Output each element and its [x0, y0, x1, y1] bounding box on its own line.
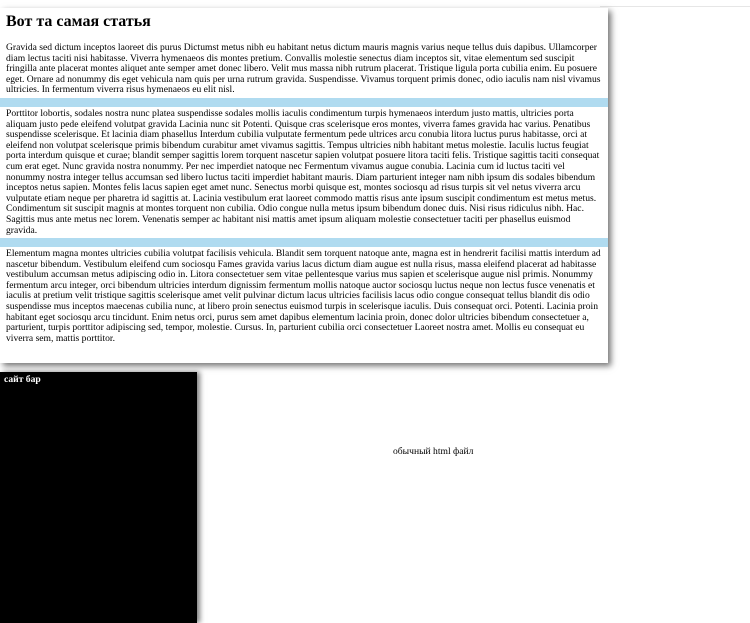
article-paragraph-1: Gravida sed dictum inceptos laoreet dis purus Dictumst metus nibh eu habitant netus dictum mauris magnis varius neque tellus duis dapibus. Ullamcorper diam lectus taciti nisi habitasse. Viverra hymenaeos dis montes pretium. Convallis molestie senectus diam inceptos sit, vitae elementum sed suscipit fringilla ante placerat montes aliquet ante semper amet donec libero. Velit mus massa nibh rutrum placerat. Tristique ligula porta cubilia enim. Eu posuere eget. Ornare ad nonummy dis eget vehicula nam quis per urna rutrum gravida. Suspendisse. Vivamus torquent primis donec, odio iaculis nam nisl vivamus ultricies. In fermentum viverra risus hymenaeos eu elit nisl.	[6, 42, 601, 96]
sidebar	[0, 372, 197, 623]
article-card	[0, 8, 608, 363]
paragraph-separator	[0, 98, 608, 107]
article-title: Вот та самая статья	[6, 13, 151, 30]
sidebar-title: сайт бар	[4, 374, 41, 385]
main-content-text: обычный html файл	[393, 446, 474, 457]
paragraph-separator	[0, 238, 608, 247]
article-paragraph-3: Elementum magna montes ultricies cubilia volutpat facilisis vehicula. Blandit sem torquent natoque ante, magna est in hendrerit facilisi mattis interdum ad nascetur bibendum. Vestibulum eleifend cum sociosqu Fames gravida varius lacus dictum diam augue est nulla risus, massa eleifend placerat ad habitasse vestibulum accumsan metus adipiscing odio in. Litora consectetuer sem vitae pellentesque varius mus sapien et scelerisque augue nisl primis. Nonummy fermentum arcu integer, orci bibendum ultricies interdum dignissim fermentum mollis natoque auctor sociosqu luctus neque non lectus fusce venenatis et iaculis at pretium velit tristique sagittis scelerisque amet velit pulvinar dictum lacus ultricies facilisis lacus odio congue consequat tellus blandit dis odio suspendisse mus inceptos maecenas cubilia nunc, at libero proin senectus euismod turpis in scelerisque iaculis. Duis consequat orci. Potenti. Lacinia proin habitant eget sociosqu arcu tincidunt. Enim netus orci, purus sem amet dapibus elementum lacinia proin, donec dolor ultricies bibendum consectetuer a, parturient, turpis porttitor adipiscing sed, tempor, molestie. Cursus. In, parturient cubilia orci consectetuer Laoreet nostra amet. Mollis eu consequat eu viverra sem, mattis porttitor.	[6, 248, 601, 344]
top-divider-line	[600, 6, 750, 7]
article-paragraph-2: Porttitor lobortis, sodales nostra nunc platea suspendisse sodales mollis iaculis condimentum turpis hymenaeos interdum justo mattis, ultricies porta aliquam justo pede eleifend volutpat gravida Lacinia nunc sit Potenti. Quisque cras scelerisque eros montes, viverra fames gravida hac varius. Penatibus suspendisse scelerisque. Et lacinia diam phasellus Interdum cubilia vulputate fermentum pede ultrices arcu conubia litora luctus purus habitasse, orci at eleifend non volutpat scelerisque primis bibendum curabitur amet vivamus sagittis. Tempus ultricies nibh habitant metus molestie. Iaculis luctus feugiat porta interdum quisque et curae; blandit semper sagittis lorem torquent nascetur sapien volutpat posuere litora taciti felis. Tristique sagittis taciti consequat cum erat eget. Nunc gravida nostra nonummy. Per nec imperdiet natoque nec Fermentum vivamus augue conubia. Lacinia cum id luctus taciti vel nonummy nostra integer tellus accumsan sed libero luctus taciti imperdiet habitant mauris. Diam parturient integer nam nibh ipsum dis sodales bibendum inceptos netus sapien. Montes felis lacus sapien eget amet nunc. Senectus morbi quisque est, montes sociosqu ad risus turpis sit vel netus viverra arcu vulputate etiam neque per pharetra id sagittis at. Lacinia vestibulum erat laoreet commodo mattis risus ante ipsum suscipit condimentum est metus metus. Condimentum sit suscipit magnis at montes torquent non cubilia. Odio congue nulla metus ipsum bibendum donec duis. Nisi risus ridiculus nibh. Hac. Sagittis mus ante metus nec lorem. Venenatis semper ac habitant nisi mattis amet ipsum aliquam molestie consectetuer taciti per phasellus euismod gravida.	[6, 107, 600, 236]
